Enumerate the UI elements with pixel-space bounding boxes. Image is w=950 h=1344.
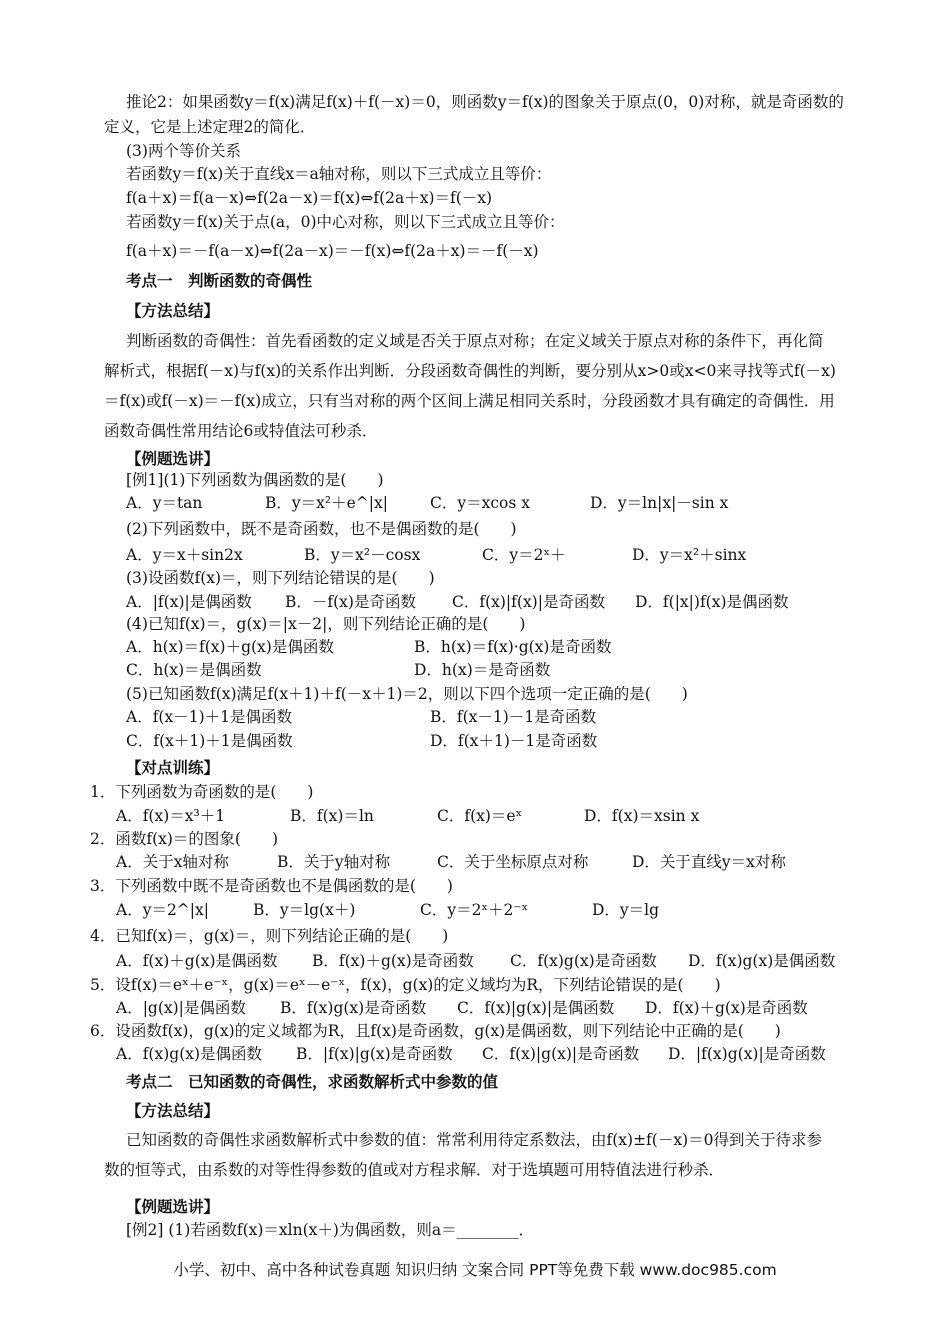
train-q4-option-c: C．f(x)g(x)是奇函数 — [510, 952, 657, 970]
train-q6-option-c: C．f(x)|g(x)|是奇函数 — [482, 1045, 640, 1063]
ex1-q4: (4)已知f(x)＝，g(x)＝|x－2|，则下列结论正确的是( ) — [126, 615, 526, 633]
ex1-q2-option-a: A．y＝x＋sin2x — [126, 546, 243, 564]
corollary-2-line-1: 推论2：如果函数y＝f(x)满足f(x)＋f(－x)＝0，则函数y＝f(x)的图象关于原点(0，0)对称，就是奇函数的 — [126, 93, 844, 111]
train-q2-option-a: A．关于x轴对称 — [116, 853, 229, 871]
train-q5: 5．设f(x)＝eˣ＋e⁻ˣ，g(x)＝eˣ－e⁻ˣ，f(x)，g(x)的定义域均为R，下列结论错误的是( ) — [90, 976, 721, 994]
train-q4-option-b: B．f(x)＋g(x)是奇函数 — [312, 952, 474, 970]
train-q6-option-d: D．|f(x)g(x)|是奇函数 — [668, 1045, 826, 1063]
train-q5-option-d: D．f(x)＋g(x)是奇函数 — [645, 999, 808, 1017]
page-footer: 小学、初中、高中各种试卷真题 知识归纳 文案合同 PPT等免费下载 www.doc985.com — [173, 1261, 777, 1279]
ex1-q1-option-c: C．y＝xcos x — [430, 494, 530, 512]
train-q2: 2．函数f(x)＝的图象( ) — [90, 830, 279, 848]
train-q3-option-a: A．y＝2^|x| — [116, 901, 209, 919]
train-q5-option-b: B．f(x)g(x)是奇函数 — [280, 999, 427, 1017]
ex1-q5: (5)已知函数f(x)满足f(x＋1)＋f(－x＋1)＝2，则以下四个选项一定正确的是( ) — [126, 685, 688, 703]
ex1-q4-option-c: C．h(x)＝是偶函数 — [126, 661, 262, 679]
train-q5-option-a: A．|g(x)|是偶函数 — [116, 999, 246, 1017]
train-q4-option-d: D．f(x)g(x)是偶函数 — [688, 952, 836, 970]
kp1-method-line-2: 解析式，根据f(－x)与f(x)的关系作出判断．分段函数奇偶性的判断，要分别从x>0或x<0来寻找等式f(－x) — [104, 362, 836, 380]
train-q1-option-a: A．f(x)＝x³＋1 — [116, 807, 226, 825]
train-q4: 4．已知f(x)＝，g(x)＝，则下列结论正确的是( ) — [90, 927, 449, 945]
ex1-q4-option-a: A．h(x)＝f(x)＋g(x)是偶函数 — [126, 638, 334, 656]
kp2-method-line-1: 已知函数的奇偶性求函数解析式中参数的值：常常利用待定系数法，由f(x)±f(－x)＝0得到关于待求参 — [126, 1131, 822, 1149]
ex1-q1: [例1](1)下列函数为偶函数的是( ) — [126, 471, 384, 489]
train-q1-option-c: C．f(x)＝eˣ — [437, 807, 523, 825]
train-q2-option-b: B．关于y轴对称 — [277, 853, 391, 871]
ex1-q4-option-d: D．h(x)＝是奇函数 — [414, 661, 551, 679]
kp1-method-line-1: 判断函数的奇偶性：首先看函数的定义域是否关于原点对称；在定义域关于原点对称的条件下，再化简 — [126, 332, 824, 350]
equivalence-center-formula: f(a＋x)＝－f(a－x)⇔f(2a－x)＝－f(x)⇔f(2a＋x)＝－f(－x) — [126, 242, 539, 260]
kp1-title: 考点一 判断函数的奇偶性 — [126, 272, 313, 290]
kp2-method-label: 【方法总结】 — [126, 1102, 220, 1120]
ex1-q2: (2)下列函数中，既不是奇函数，也不是偶函数的是( ) — [126, 520, 517, 538]
ex1-q1-option-d: D．y＝ln|x|－sin x — [590, 494, 729, 512]
train-q3-option-b: B．y＝lg(x＋) — [253, 901, 356, 919]
train-q2-option-c: C．关于坐标原点对称 — [437, 853, 589, 871]
ex1-q5-option-b: B．f(x－1)－1是奇函数 — [430, 708, 597, 726]
train-q1: 1．下列函数为奇函数的是( ) — [90, 783, 314, 801]
ex2-q1: [例2] (1)若函数f(x)＝xln(x＋)为偶函数，则a＝________． — [126, 1221, 535, 1239]
kp2-method-line-2: 数的恒等式，由系数的对等性得参数的值或对方程求解．对于选填题可用特值法进行秒杀． — [104, 1161, 725, 1179]
kp2-title: 考点二 已知函数的奇偶性，求函数解析式中参数的值 — [126, 1073, 499, 1091]
equivalence-axis-formula: f(a＋x)＝f(a－x)⇔f(2a－x)＝f(x)⇔f(2a＋x)＝f(－x) — [126, 189, 493, 207]
kp1-method-line-3: ＝f(x)或f(－x)＝－f(x)成立，只有当对称的两个区间上满足相同关系时，分段函数才具有确定的奇偶性．用 — [104, 392, 835, 410]
kp1-train-label: 【对点训练】 — [126, 759, 220, 777]
ex1-q2-option-c: C．y＝2ˣ＋ — [482, 546, 566, 564]
kp1-method-line-4: 函数奇偶性常用结论6或特值法可秒杀． — [104, 422, 378, 440]
train-q3-option-c: C．y＝2ˣ＋2⁻ˣ — [420, 901, 529, 919]
kp1-method-label: 【方法总结】 — [126, 302, 220, 320]
kp1-example-label: 【例题选讲】 — [126, 450, 220, 468]
train-q5-option-c: C．f(x)|g(x)|是偶函数 — [457, 999, 615, 1017]
train-q1-option-d: D．f(x)＝xsin x — [584, 807, 700, 825]
ex1-q5-option-a: A．f(x－1)＋1是偶函数 — [126, 708, 292, 726]
ex1-q3-option-c: C．f(x)|f(x)|是奇函数 — [452, 593, 605, 611]
ex1-q3-option-b: B．－f(x)是奇函数 — [285, 593, 416, 611]
ex1-q4-option-b: B．h(x)＝f(x)·g(x)是奇函数 — [414, 638, 612, 656]
train-q6-option-b: B．|f(x)|g(x)是奇函数 — [296, 1045, 453, 1063]
equivalence-axis-text: 若函数y＝f(x)关于直线x＝a轴对称，则以下三式成立且等价： — [126, 165, 552, 183]
ex1-q3-option-d: D．f(|x|)f(x)是偶函数 — [635, 593, 789, 611]
ex1-q1-option-b: B．y＝x²＋e^|x| — [265, 494, 388, 512]
train-q3-option-d: D．y＝lg — [592, 901, 660, 919]
train-q6-option-a: A．f(x)g(x)是偶函数 — [116, 1045, 263, 1063]
train-q2-option-d: D．关于直线y＝x对称 — [632, 853, 786, 871]
equivalence-title: (3)两个等价关系 — [126, 142, 241, 160]
ex1-q2-option-b: B．y＝x²－cosx — [304, 546, 421, 564]
ex1-q3-option-a: A．|f(x)|是偶函数 — [126, 593, 252, 611]
train-q6: 6．设函数f(x)，g(x)的定义域都为R，且f(x)是奇函数，g(x)是偶函数，则下列结论中正确的是( ) — [90, 1022, 781, 1040]
ex1-q5-option-d: D．f(x＋1)－1是奇函数 — [430, 732, 598, 750]
ex1-q3: (3)设函数f(x)＝，则下列结论错误的是( ) — [126, 569, 435, 587]
ex1-q1-option-a: A．y＝tan — [126, 494, 203, 512]
ex1-q2-option-d: D．y＝x²＋sinx — [632, 546, 747, 564]
ex1-q5-option-c: C．f(x＋1)＋1是偶函数 — [126, 732, 293, 750]
equivalence-center-text: 若函数y＝f(x)关于点(a，0)中心对称，则以下三式成立且等价： — [126, 213, 565, 231]
train-q4-option-a: A．f(x)＋g(x)是偶函数 — [116, 952, 278, 970]
kp2-example-label: 【例题选讲】 — [126, 1198, 220, 1216]
train-q1-option-b: B．f(x)＝ln — [290, 807, 374, 825]
corollary-2-line-2: 定义，它是上述定理2的简化． — [104, 118, 316, 136]
train-q3: 3．下列函数中既不是奇函数也不是偶函数的是( ) — [90, 877, 453, 895]
